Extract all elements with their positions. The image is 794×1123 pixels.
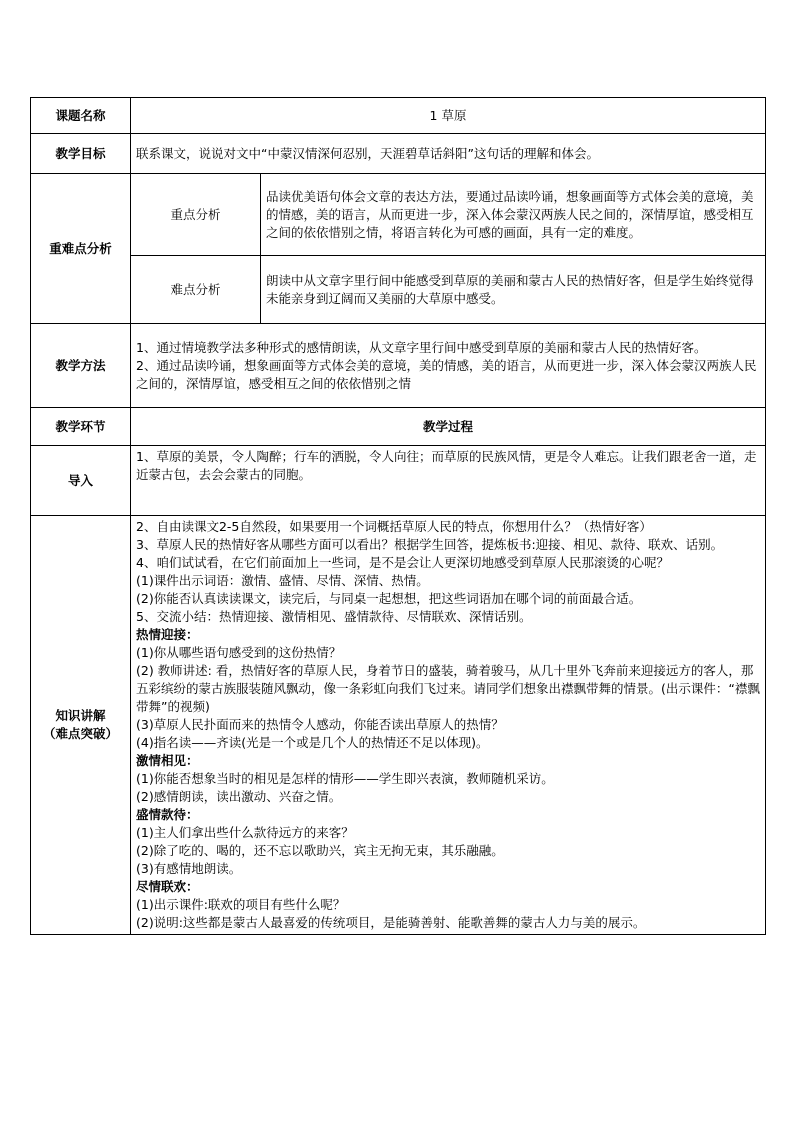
knowledge-line: (1)主人们拿出些什么款待远方的来客？ (136, 825, 354, 840)
knowledge-line: (2) 教师讲述: 看，热情好客的草原人民，身着节日的盛装，骑着骏马，从几十里外飞奔前来迎接远方的客人，那五彩缤纷的蒙古族服装随风飘动，像一条彩虹向我们飞过来。请同学们想象出襟飘带舞的情景。(出示课件：“襟飘带舞”的视频) (136, 663, 760, 714)
row-section-header (31, 408, 766, 446)
label-difficulty: 难点分析 (131, 256, 261, 324)
subheading-hospitality: 盛情款待： (136, 807, 199, 822)
value-goal: 联系课文，说说对文中“中蒙汉情深何忍别，天涯碧草话斜阳”这句话的理解和体会。 (131, 134, 766, 174)
row-key-point (31, 174, 766, 256)
row-knowledge (31, 516, 766, 935)
value-method (131, 324, 766, 408)
lesson-plan-table (30, 97, 766, 935)
knowledge-line: (1)出示课件:联欢的项目有些什么呢？ (136, 897, 346, 912)
row-intro (31, 446, 766, 516)
label-knowledge-line2: （难点突破） (42, 726, 118, 741)
subheading-celebration: 尽情联欢： (136, 879, 199, 894)
knowledge-line: (2)感情朗读，读出激动、兴奋之情。 (136, 789, 342, 804)
value-knowledge (131, 516, 766, 935)
subheading-welcome: 热情迎接： (136, 627, 199, 642)
value-key-point: 品读优美语句体会文章的表达方法，要通过品读吟诵，想象画面等方式体会美的意境，美的情感，美的语言，从而更进一步，深入体会蒙汉两族人民之间的，深情厚谊，感受相互之间的依依惜别之情，将语言转化为可感的画面，具有一定的难度。 (261, 174, 766, 256)
knowledge-line: (3)有感情地朗读。 (136, 861, 242, 876)
knowledge-line: (2)你能否认真读读课文，读完后，与同桌一起想想，把这些词语加在哪个词的前面最合适。 (136, 591, 642, 606)
knowledge-line: 5、交流小结：热情迎接、激情相见、盛情款待、尽情联欢、深情话别。 (136, 609, 532, 624)
knowledge-line: (4)指名读——齐读(光是一个或是几个人的热情还不足以体现)。 (136, 735, 489, 750)
row-goal (31, 134, 766, 174)
label-title: 课题名称 (31, 98, 131, 134)
subheading-meeting: 激情相见： (136, 753, 199, 768)
value-section: 教学过程 (131, 408, 766, 446)
knowledge-line: 3、草原人民的热情好客从哪些方面可以看出？根据学生回答，提炼板书:迎接、相见、款待、联欢、话别。 (136, 537, 724, 552)
label-intro: 导入 (31, 446, 131, 516)
label-method: 教学方法 (31, 324, 131, 408)
value-title: 1 草原 (131, 98, 766, 134)
label-goal: 教学目标 (31, 134, 131, 174)
knowledge-line: 2、自由读课文2-5自然段，如果要用一个词概括草原人民的特点，你想用什么？（热情好客） (136, 519, 652, 534)
knowledge-line: (3)草原人民扑面而来的热情令人感动，你能否读出草原人的热情？ (136, 717, 504, 732)
label-knowledge-line1: 知识讲解 (55, 708, 106, 723)
knowledge-line: (2)说明:这些都是蒙古人最喜爱的传统项目，是能骑善射、能歌善舞的蒙古人力与美的展示。 (136, 915, 646, 930)
knowledge-line: (1)你能否想象当时的相见是怎样的情形——学生即兴表演，教师随机采访。 (136, 771, 554, 786)
knowledge-line: (1)课件出示词语：激情、盛情、尽情、深情、热情。 (136, 573, 429, 588)
method-para-1: 1、通过情境教学法多种形式的感情朗读，从文章字里行间中感受到草原的美丽和蒙古人民的热情好客。 (136, 339, 707, 355)
row-method (31, 324, 766, 408)
label-knowledge (31, 516, 131, 935)
label-analysis: 重难点分析 (31, 174, 131, 324)
row-difficulty (31, 256, 766, 324)
value-difficulty: 朗读中从文章字里行间中能感受到草原的美丽和蒙古人民的热情好客，但是学生始终觉得未能亲身到辽阔而又美丽的大草原中感受。 (261, 256, 766, 324)
knowledge-line: (2)除了吃的、喝的，还不忘以歌助兴，宾主无拘无束，其乐融融。 (136, 843, 504, 858)
label-key-point: 重点分析 (131, 174, 261, 256)
knowledge-line: (1)你从哪些语句感受到的这份热情？ (136, 645, 342, 660)
value-intro: 1、草原的美景，令人陶醉；行车的洒脱，令人向往；而草原的民族风情，更是令人难忘。让我们跟老舍一道，走近蒙古包，去会会蒙古的同胞。 (131, 446, 766, 516)
knowledge-line: 4、咱们试试看，在它们前面加上一些词，是不是会让人更深切地感受到草原人民那滚烫的心呢？ (136, 555, 669, 570)
method-para-2: 2、通过品读吟诵，想象画面等方式体会美的意境，美的情感，美的语言，从而更进一步，深入体会蒙汉两族人民之间的，深情厚谊，感受相互之间的依依惜别之情 (136, 357, 757, 391)
row-title (31, 98, 766, 134)
label-section: 教学环节 (31, 408, 131, 446)
